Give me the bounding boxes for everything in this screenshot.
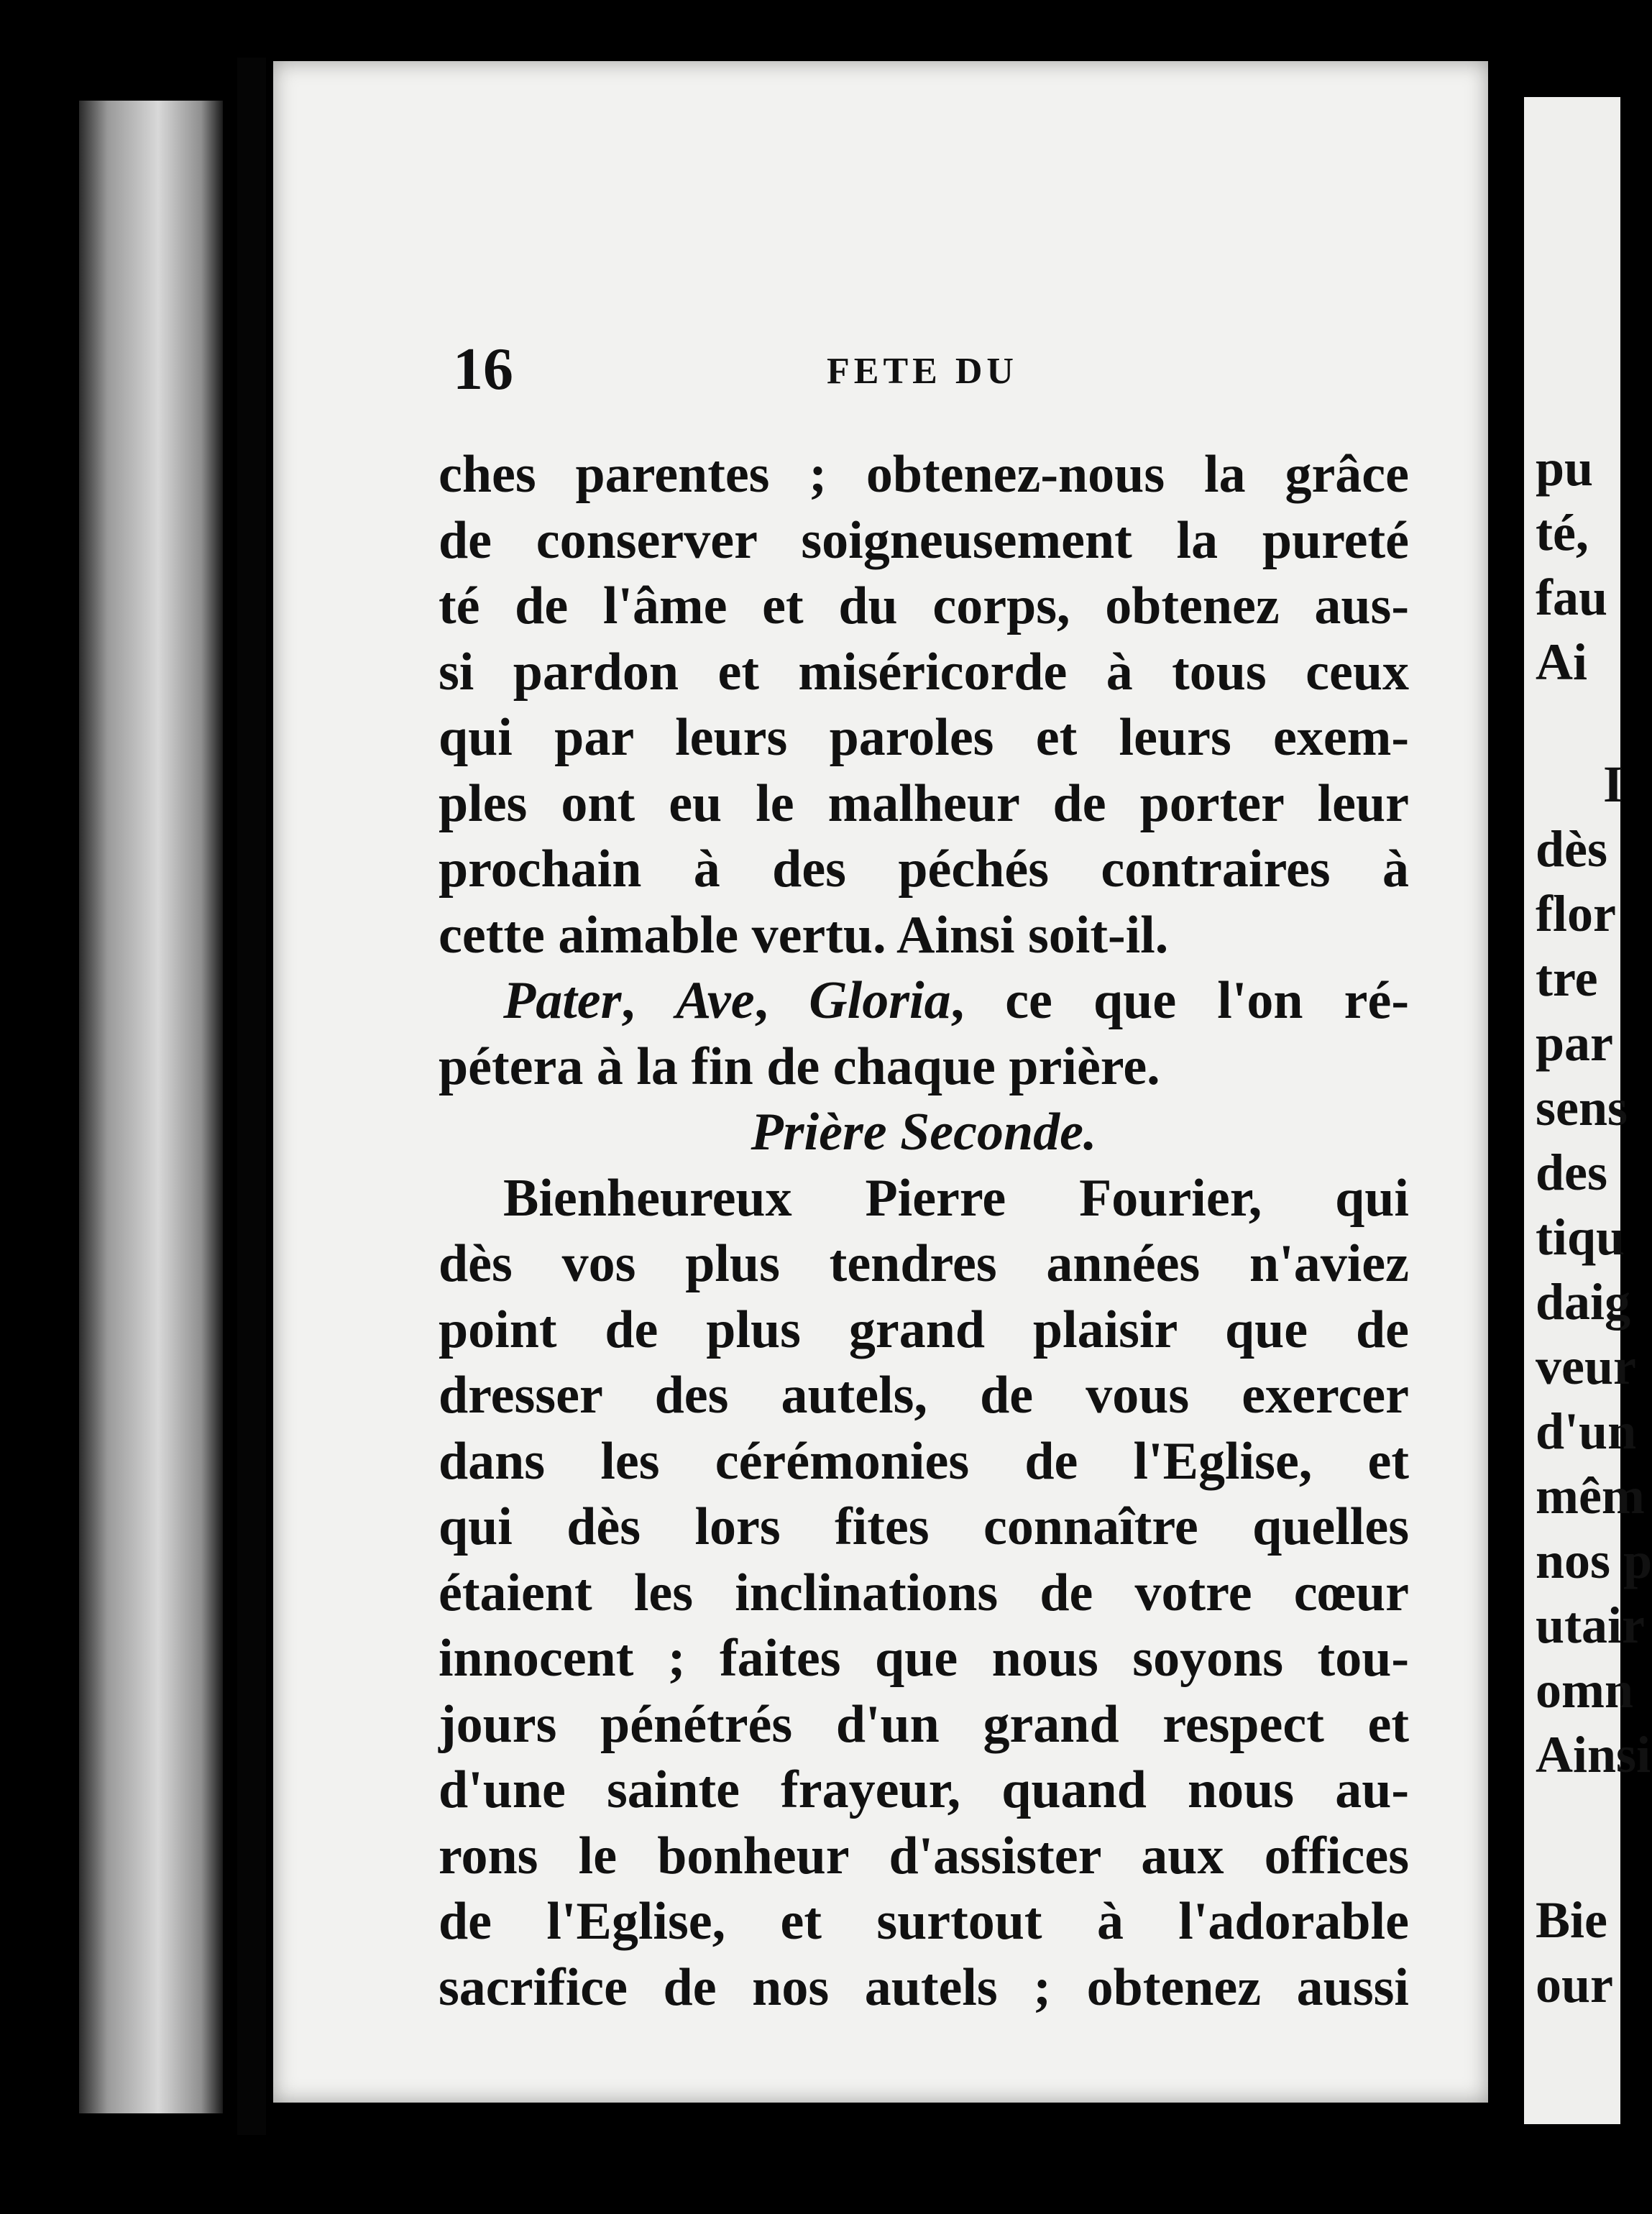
text-line: pétera à la fin de chaque prière. (439, 1037, 1160, 1096)
next-page-fragment: tiqu (1536, 1208, 1625, 1266)
text-line: dès vos plus tendres années n'aviez (439, 1234, 1409, 1293)
next-page-fragment: flor (1536, 885, 1616, 942)
page-number: 16 (453, 336, 513, 403)
next-page-fragment: té, (1536, 504, 1589, 561)
text-line: ches parentes ; obtenez-nous la grâce (439, 445, 1409, 504)
next-page-fragment: utair (1536, 1597, 1645, 1654)
text-fragment: , ce que l'on ré- (950, 971, 1410, 1030)
text-line: prochain à des péchés contraires à (439, 840, 1409, 899)
next-page-fragment: I (1603, 755, 1624, 813)
italic-word: Gloria (809, 971, 951, 1030)
next-page-fragment: omn (1536, 1661, 1634, 1719)
previous-page-edge (79, 101, 223, 2113)
text-line: de conserver soigneusement la pureté (439, 510, 1409, 570)
next-page-fragment: mêm (1536, 1467, 1645, 1525)
text-line: sacrifice de nos autels ; obtenez aussi (439, 1957, 1409, 2017)
book-page (273, 61, 1488, 2103)
next-page-fragment: nos p (1536, 1532, 1652, 1589)
next-page-fragment: par (1536, 1014, 1613, 1072)
text-line: dans les cérémonies de l'Eglise, et (439, 1431, 1409, 1491)
text-line: d'une sainte frayeur, quand nous au- (439, 1760, 1409, 1819)
next-page-fragment: our (1536, 1956, 1613, 2013)
text-line: point de plus grand plaisir que de (439, 1300, 1409, 1359)
text-line: Pater, Ave, Gloria, ce que l'on ré- (503, 971, 1410, 1030)
running-head (273, 334, 1488, 406)
next-page-fragment: fau (1536, 569, 1608, 626)
section-title: Prière Seconde. (751, 1103, 1097, 1162)
text-line: ples ont eu le malheur de porter leur (439, 773, 1409, 833)
text-line: té de l'âme et du corps, obtenez aus- (439, 577, 1409, 635)
text-line: de l'Eglise, et surtout à l'adorable (439, 1892, 1409, 1951)
next-page-fragment: des (1536, 1144, 1608, 1201)
text-line: jours pénétrés d'un grand respect et (439, 1694, 1409, 1754)
next-page-fragment: daig (1536, 1273, 1631, 1331)
next-page-fragment: Bie (1536, 1891, 1607, 1949)
next-page-edge (1524, 97, 1652, 2124)
text-line: cette aimable vertu. Ainsi soit-il. (439, 905, 1169, 965)
text-line: qui par leurs paroles et leurs exem- (439, 708, 1409, 767)
next-page-fragment: pu (1536, 439, 1594, 497)
next-page-fragment: tre (1536, 950, 1598, 1007)
next-page-fragment: Ainsi (1536, 1726, 1651, 1783)
italic-word: Ave (676, 971, 755, 1030)
text-line: dresser des autels, de vous exercer (439, 1366, 1409, 1425)
text-line: innocent ; faites que nous soyons tou- (439, 1629, 1409, 1688)
next-page-fragment: d'un (1536, 1402, 1637, 1460)
next-page-fragment: Ai (1536, 633, 1587, 691)
next-page-fragment: veur (1536, 1338, 1636, 1395)
text-line: qui dès lors fites connaître quelles (439, 1497, 1409, 1556)
next-page-fragment: sens (1536, 1079, 1628, 1136)
book-gutter (237, 58, 266, 2135)
text-line: rons le bonheur d'assister aux offices (439, 1826, 1409, 1885)
italic-word: Pater (503, 971, 622, 1030)
text-line: si pardon et miséricorde à tous ceux (439, 642, 1409, 702)
running-head-title: FETE DU (827, 351, 1018, 392)
text-line: étaient les inclinations de votre cœur (439, 1563, 1409, 1622)
text-line: Bienheureux Pierre Fourier, qui (503, 1168, 1409, 1228)
next-page-fragment: dès (1536, 820, 1608, 878)
page-body (439, 442, 1409, 2021)
